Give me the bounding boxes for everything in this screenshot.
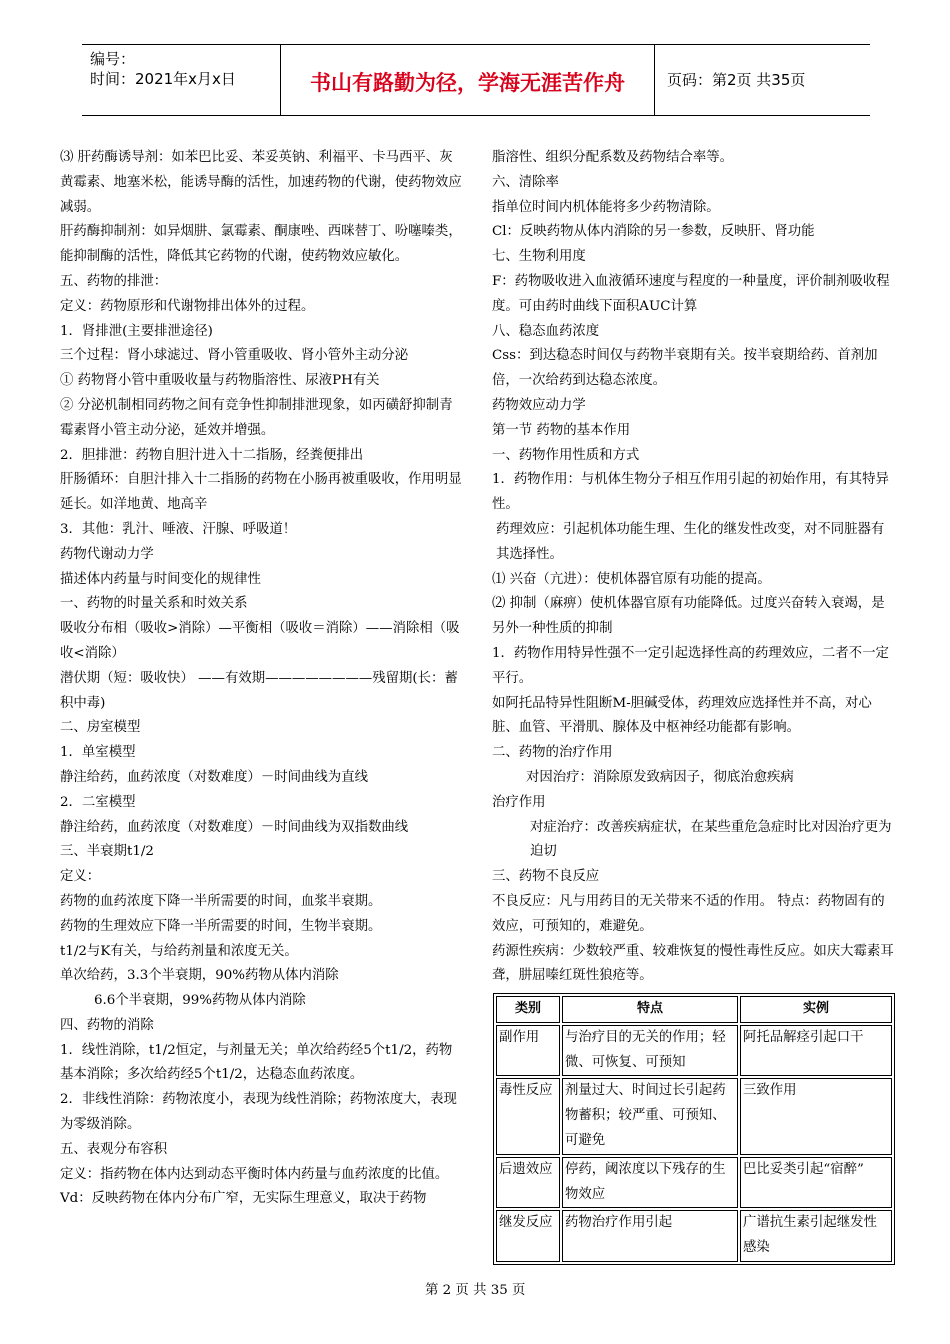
left-column [60,146,462,1212]
table-cell: 剂量过大、时间过长引起药物蓄积；较严重、可预知、可避免 [562,1078,738,1154]
header-right-cell [655,45,870,115]
paragraph: t1/2与K有关，与给药剂量和浓度无关。 [60,943,298,959]
date-label: 时间：2021年x月x日 [90,70,236,88]
table-cell: 后遗效应 [496,1157,560,1209]
paragraph: 定义：指药物在体内达到动态平衡时体内药量与血药浓度的比值。 [60,1166,449,1182]
adverse-reaction-table [493,993,895,1265]
paragraph: ⑶ 肝药酶诱导剂：如苯巴比妥、苯妥英钠、利福平、卡马西平、灰黄霉素、地塞米松，能诱导酶的活性，加速药物的代谢，使药物效应减弱。 [60,150,462,215]
section-heading: 药物效应动力学 [492,397,586,413]
paragraph: 药源性疾病：少数较严重、较难恢复的慢性毒性反应。如庆大霉素耳聋，肼屈嗪红斑性狼疮等。 [492,943,894,984]
paragraph: 治疗作用 [492,794,546,810]
section-heading: 七、生物利用度 [492,249,586,265]
section-heading: 三、半衰期t1/2 [60,844,154,860]
table-header-cell: 实例 [740,996,892,1023]
page-header [82,44,870,116]
paragraph: 1．肾排泄(主要排泄途径) [60,323,213,339]
table-cell: 继发反应 [496,1210,560,1262]
page-info: 页码：第2页 共35页 [667,71,806,89]
paragraph: Cl：反映药物从体内消除的另一参数，反映肝、肾功能 [492,224,815,240]
paragraph: 药物的生理效应下降一半所需要的时间，生物半衰期。 [60,918,382,934]
paragraph: 描述体内药量与时间变化的规律性 [60,571,261,587]
table-row [496,1025,892,1077]
paragraph: 脂溶性、组织分配系数及药物结合率等。 [492,150,734,165]
paragraph: 1．药物作用特异性强不一定引起选择性高的药理效应，二者不一定平行。 [492,645,889,686]
header-left-cell [82,45,281,115]
paragraph: 单次给药，3.3个半衰期，90%药物从体内消除 [60,968,339,984]
table-cell: 副作用 [496,1025,560,1077]
paragraph: F：药物吸收进入血液循环速度与程度的一种量度，评价制剂吸收程度。可由药时曲线下面积AUC计算 [492,273,890,314]
header-motto-cell [281,45,655,115]
table-header-cell: 类别 [496,996,560,1023]
paragraph: ① 药物肾小管中重吸收量与药物脂溶性、尿液PH有关 [60,373,380,389]
paragraph: 药物的血药浓度下降一半所需要的时间，血浆半衰期。 [60,893,382,909]
paragraph: Vd：反映药物在体内分布广窄，无实际生理意义，取决于药物 [60,1191,427,1207]
table-cell: 停药，阈浓度以下残存的生物效应 [562,1157,738,1209]
section-heading: 第一节 药物的基本作用 [492,422,631,438]
table-cell: 巴比妥类引起“宿醉” [740,1157,892,1209]
paragraph: 如阿托品特异性阻断M-胆碱受体，药理效应选择性并不高，对心脏、血管、平滑肌、腺体及中枢神经功能都有影响。 [492,695,872,736]
section-heading: 八、稳态血药浓度 [492,323,600,339]
paragraph: 肝肠循环：自胆汁排入十二指肠的药物在小肠再被重吸收，作用明显延长。如洋地黄、地高辛 [60,472,462,513]
section-heading: 药物代谢动力学 [60,546,154,562]
paragraph: 潜伏期（短：吸收快） ——有效期————————残留期(长：蓄积中毒) [60,670,458,711]
section-heading: 一、药物的时量关系和时效关系 [60,596,248,612]
paragraph: 2．二室模型 [60,794,136,810]
paragraph: 定义：药物原形和代谢物排出体外的过程。 [60,298,315,314]
table-header-cell: 特点 [562,996,738,1023]
table-header-row [496,996,892,1023]
paragraph: 6.6个半衰期，99%药物从体内消除 [94,993,306,1009]
motto-text: 书山有路勤为径，学海无涯苦作舟 [310,71,625,95]
paragraph: 对症治疗：改善疾病症状，在某些重危急症时比对因治疗更为迫切 [530,819,892,860]
paragraph: 1．单室模型 [60,745,136,761]
table-cell: 毒性反应 [496,1078,560,1154]
paragraph: 静注给药，血药浓度（对数难度）－时间曲线为直线 [60,769,368,785]
paragraph: 肝药酶抑制剂：如异烟肼、氯霉素、酮康唑、西咪替丁、吩噻嗪类，能抑制酶的活性，降低其它药物的代谢，使药物效应敏化。 [60,224,462,265]
paragraph: ⑴ 兴奋（亢进）：使机体器官原有功能的提高。 [492,571,771,587]
paragraph: ⑵ 抑制（麻痹）使机体器官原有功能降低。过度兴奋转入衰竭，是另外一种性质的抑制 [492,596,885,637]
table-row [496,1078,892,1154]
number-label: 编号： [90,50,136,68]
paragraph: 静注给药，血药浓度（对数难度）－时间曲线为双指数曲线 [60,819,409,835]
section-heading: 四、药物的消除 [60,1017,154,1033]
table-row [496,1157,892,1209]
section-heading: 一、药物作用性质和方式 [492,447,640,463]
paragraph: 三个过程：肾小球滤过、肾小管重吸收、肾小管外主动分泌 [60,348,409,364]
paragraph: 指单位时间内机体能将多少药物清除。 [492,199,720,215]
paragraph: 2．胆排泄：药物自胆汁进入十二指肠，经粪便排出 [60,447,364,463]
table-cell: 三致作用 [740,1078,892,1154]
paragraph: Css：到达稳态时间仅与药物半衰期有关。按半衰期给药、首剂加倍，一次给药到达稳态浓度。 [492,348,878,389]
table-cell: 阿托品解痉引起口干 [740,1025,892,1077]
table-cell: 药物治疗作用引起 [562,1210,738,1262]
section-heading: 二、房室模型 [60,720,141,736]
paragraph: 1．药物作用：与机体生物分子相互作用引起的初始作用，有其特异性。 [492,472,889,513]
section-heading: 五、药物的排泄： [60,273,168,289]
paragraph: 不良反应：凡与用药目的无关带来不适的作用。 特点：药物固有的效应，可预知的，难避免。 [492,893,885,934]
paragraph: 2．非线性消除：药物浓度小，表现为线性消除；药物浓度大，表现为零级消除。 [60,1092,457,1133]
paragraph: 药理效应：引起机体功能生理、生化的继发性改变，对不同脏器有其选择性。 [496,521,885,562]
paragraph: 对因治疗：消除原发致病因子，彻底治愈疾病 [526,769,794,785]
paragraph: ② 分泌机制相同药物之间有竞争性抑制排泄现象，如丙磺舒抑制青霉素肾小管主动分泌，延效并增强。 [60,397,453,438]
section-heading: 三、药物不良反应 [492,869,600,885]
page-footer: 第 2 页 共 35 页 [425,1283,526,1298]
section-heading: 二、药物的治疗作用 [492,745,613,761]
paragraph: 1．线性消除，t1/2恒定，与剂量无关；单次给药经5个t1/2，药物基本消除；多次给药经5个t1/2，达稳态血药浓度。 [60,1042,453,1083]
paragraph: 吸收分布相（吸收>消除）—平衡相（吸收＝消除）——消除相（吸收<消除） [60,621,460,661]
table-cell: 与治疗目的无关的作用；轻微、可恢复、可预知 [562,1025,738,1077]
table-row [496,1210,892,1262]
paragraph: 3．其他：乳汁、唾液、汗腺、呼吸道！ [60,521,297,537]
section-heading: 五、表观分布容积 [60,1141,168,1157]
section-heading: 六、清除率 [492,174,559,190]
table-cell: 广谱抗生素引起继发性感染 [740,1210,892,1262]
paragraph: 定义： [60,869,101,885]
right-column [492,146,896,989]
